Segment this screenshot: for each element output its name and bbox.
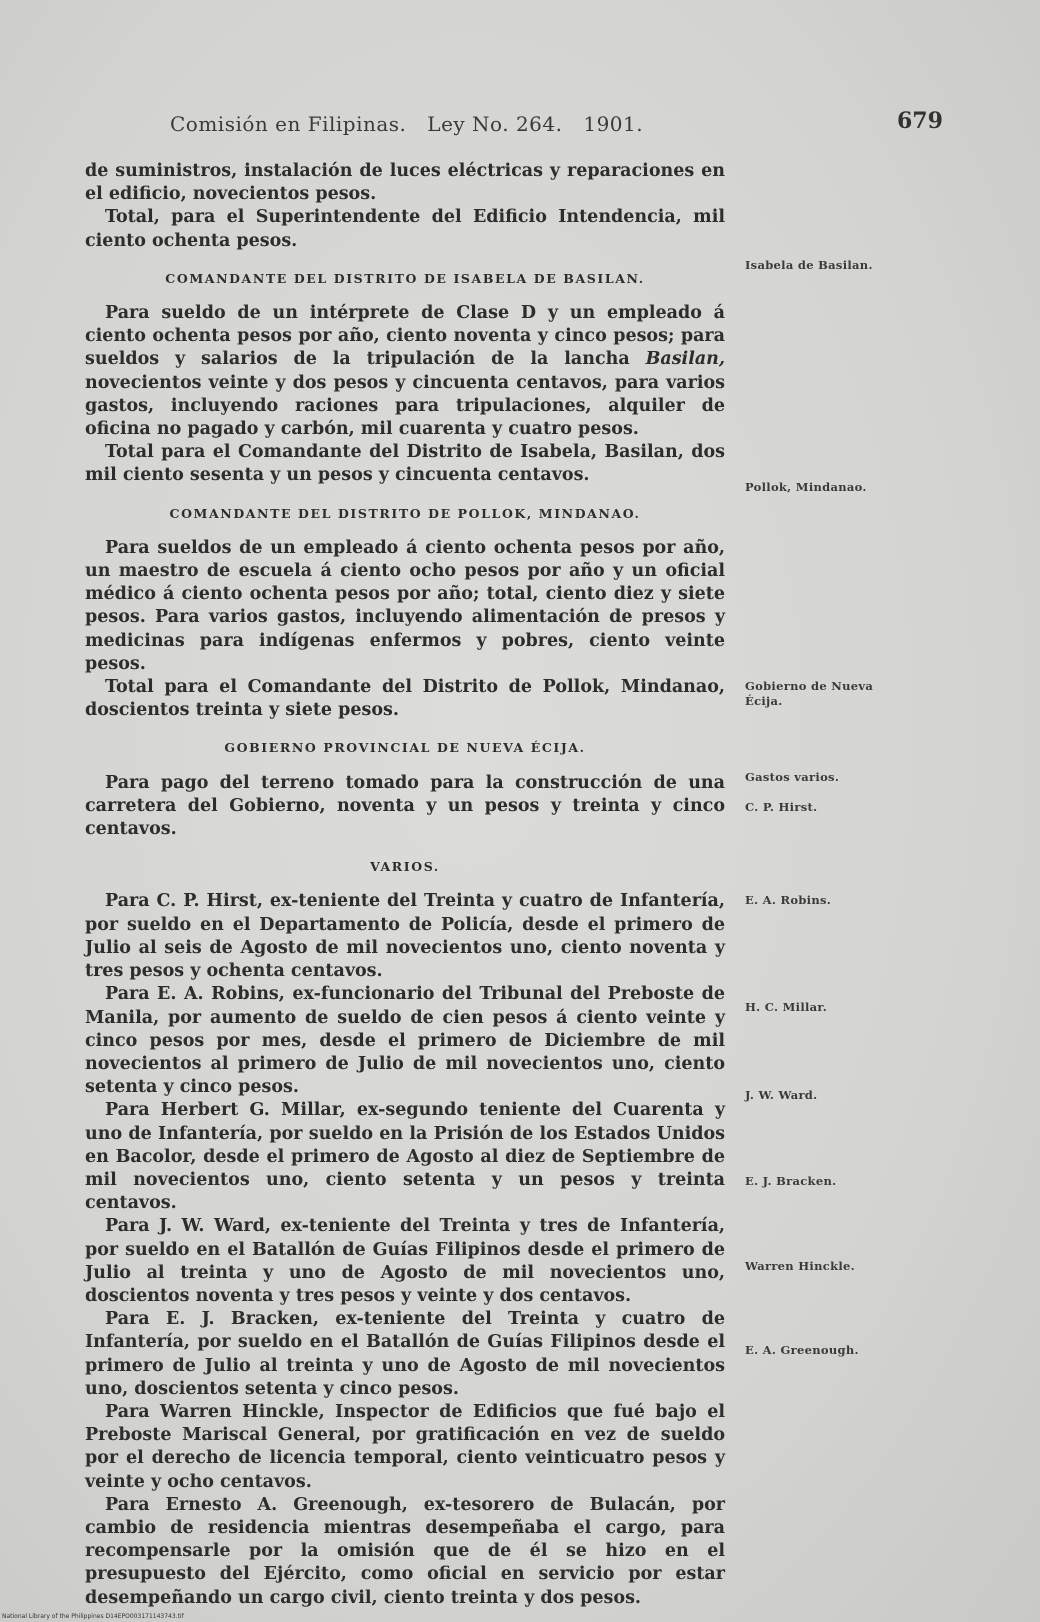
margin-note-ward: J. W. Ward. xyxy=(745,1088,818,1102)
paragraph-pollok-total: Total para el Comandante del Distrito de Pollok, Mindanao, doscientos treinta y siete pesos. xyxy=(85,677,725,721)
section-heading-varios: VARIOS. xyxy=(370,859,440,875)
section-heading-pollok: COMANDANTE DEL DISTRITO DE POLLOK, MINDANAO. xyxy=(169,505,641,521)
text-span: novecientos veinte y dos pesos y cincuenta centavos, para varios gastos, incluyendo raciones para tripulaciones, alquiler de oficina no pagado y carbón, mil cuarenta y cuatro pesos. xyxy=(85,372,725,440)
header-law: Ley No. 264. xyxy=(427,112,563,136)
margin-note-hinckle: Warren Hinckle. xyxy=(745,1259,855,1273)
paragraph-bracken: Para E. J. Bracken, ex-teniente del Treinta y cuatro de Infantería, por sueldo en el Batallón de Guías Filipinos desde el primero de Julio al treinta y uno de Agosto de mil novecientos uno, doscientos setenta y cinco pesos. xyxy=(85,1309,725,1399)
margin-note-millar: H. C. Millar. xyxy=(745,1000,828,1014)
header-title: Comisión en Filipinas. xyxy=(170,112,407,136)
paragraph-basilan-total: Total para el Comandante del Distrito de Isabela, Basilan, dos mil ciento sesenta y un pesos y cincuenta centavos. xyxy=(85,442,725,486)
page-number: 679 xyxy=(897,108,943,134)
margin-note-basilan: Isabela de Basilan. xyxy=(745,258,873,272)
margin-note-ecija-line1: Gobierno de Nueva xyxy=(745,679,874,693)
paragraph-millar: Para Herbert G. Millar, ex-segundo teniente del Cuarenta y uno de Infantería, por sueldo en la Prisión de los Estados Unidos en Bacolor, desde el primero de Agosto al diez de Septiembre de mil novecientos uno, ciento setenta y un pesos y treinta centavos. xyxy=(85,1100,725,1214)
margin-note-ecija xyxy=(745,679,873,709)
paragraph-hirst: Para C. P. Hirst, ex-teniente del Treinta y cuatro de Infantería, por sueldo en el Departamento de Policía, desde el primero de Julio al seis de Agosto de mil novecientos uno, ciento noventa y tres pesos y ochenta centavos. xyxy=(85,891,725,982)
vessel-name: Basilan, xyxy=(645,349,725,370)
header-year: 1901. xyxy=(583,112,644,136)
section-heading-basilan: COMANDANTE DEL DISTRITO DE ISABELA DE BASILAN. xyxy=(165,270,645,286)
paragraph-greenough: Para Ernesto A. Greenough, ex-tesorero de Bulacán, por cambio de residencia mientras desempeñaba el cargo, para recompensarle por la omisión que de él se hizo en el presupuesto del Ejército, como oficial en servicio por estar desempeñando un cargo civil, ciento treinta y dos pesos. xyxy=(85,1494,725,1608)
margin-note-bracken: E. J. Bracken. xyxy=(745,1174,837,1188)
body-text xyxy=(85,160,725,1610)
paragraph: de suministros, instalación de luces eléctricas y reparaciones en el edificio, novecientos pesos. xyxy=(85,161,725,205)
margin-note-greenough: E. A. Greenough. xyxy=(745,1343,859,1357)
running-header xyxy=(170,112,657,136)
margin-note-ecija-line2: Écija. xyxy=(745,694,783,708)
margin-note-varios: Gastos varios. xyxy=(745,770,840,784)
paragraph-pollok: Para sueldos de un empleado á ciento ochenta pesos por año, un maestro de escuela á ciento ocho pesos por año y un oficial médico á ciento ochenta pesos por año; total, ciento diez y siete pesos. Para varios gastos, incluyendo alimentación de presos y medicinas para indígenas enfermos y pobres, ciento veinte pesos. xyxy=(85,537,725,674)
paragraph-ward: Para J. W. Ward, ex-teniente del Treinta y tres de Infantería, por sueldo en el Batallón de Guías Filipinos desde el primero de Julio al treinta y uno de Agosto de mil novecientos uno, doscientos noventa y tres pesos y veinte y dos centavos. xyxy=(85,1216,725,1306)
margin-note-pollok: Pollok, Mindanao. xyxy=(745,480,867,494)
margin-note-robins: E. A. Robins. xyxy=(745,893,832,907)
paragraph-robins: Para E. A. Robins, ex-funcionario del Tribunal del Preboste de Manila, por aumento de sueldo de cien pesos á ciento veinte y cinco pesos por mes, desde el primero de Diciembre de mil novecientos al primero de Julio de mil novecientos uno, ciento setenta y cinco pesos. xyxy=(85,984,725,1098)
paragraph-basilan xyxy=(85,302,725,441)
margin-note-hirst: C. P. Hirst. xyxy=(745,800,818,814)
paragraph-hinckle: Para Warren Hinckle, Inspector de Edificios que fué bajo el Preboste Mariscal General, por gratificación en vez de sueldo por el derecho de licencia temporal, ciento veinticuatro pesos y veinte y ocho centavos. xyxy=(85,1401,725,1492)
paragraph-ecija: Para pago del terreno tomado para la construcción de una carretera del Gobierno, noventa y un pesos y treinta y cinco centavos. xyxy=(85,772,725,840)
scan-footer: National Library of the Philippines D14EPO003171143743.tif xyxy=(2,1613,184,1620)
paragraph: Total, para el Superintendente del Edificio Intendencia, mil ciento ochenta pesos. xyxy=(85,207,725,251)
section-heading-ecija: GOBIERNO PROVINCIAL DE NUEVA ÉCIJA. xyxy=(224,740,586,756)
text-span: Para sueldo de un intérprete de Clase D y un empleado á ciento ochenta pesos por año, ciento noventa y cinco pesos; para sueldos y salarios de la tripulación de la lancha xyxy=(85,303,725,370)
